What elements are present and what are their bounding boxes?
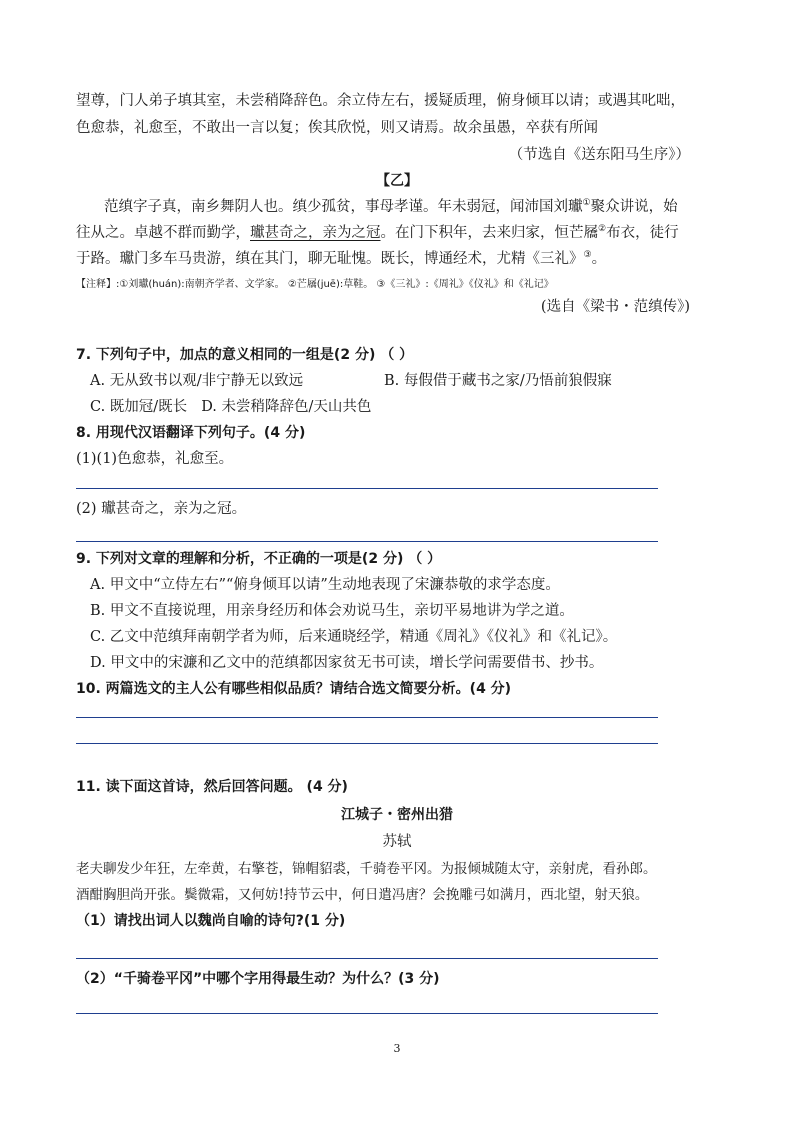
q8-stem: 8. 用现代汉语翻译下列句子。(4 分) <box>76 425 306 441</box>
note-marker-1: ① <box>582 198 591 209</box>
q7-options-ab <box>90 372 718 390</box>
q7-option-a: A. 无从致书以观/非宁静无以致远 <box>90 373 304 389</box>
q9-option-a: A. 甲文中“立侍左右”“俯身倾耳以请”生动地表现了宋濂恭敬的求学态度。 <box>90 577 560 593</box>
q7-option-b: B. 每假借于藏书之家/乃悟前狼假寐 <box>384 373 612 389</box>
note-marker-2: ② <box>598 224 607 235</box>
jia-source: （节选自《送东阳马生序》） <box>508 147 690 163</box>
q9-option-b: B. 甲文不直接说理，用亲身经历和体会劝说马生，亲切平易地讲为学之道。 <box>90 603 574 619</box>
q7-option-d: D. 未尝稍降辞色/天山共色 <box>201 399 372 415</box>
q9-stem: 9. 下列对文章的理解和分析，不正确的一项是(2 分) （ ） <box>76 551 442 567</box>
jia-text-line-2: 色愈恭，礼愈至，不敢出一言以复；俟其欣悦，则又请焉。故余虽愚，卒获有所闻 <box>76 120 598 136</box>
q7-options-cd <box>90 398 718 416</box>
yi-text-line-3: 于路。瓛门多车马贵游，缜在其门，聊无耻愧。既长，博通经术，尤精《三礼》③。 <box>76 250 607 267</box>
q10-answer-line-1[interactable] <box>76 717 658 718</box>
q11-answer-line-2[interactable] <box>76 1013 658 1014</box>
q10-stem: 10. 两篇选文的主人公有哪些相似品质？请结合选文简要分析。(4 分) <box>76 681 512 697</box>
q10-answer-line-2[interactable] <box>76 743 658 744</box>
q8-answer-line-1[interactable] <box>76 488 658 489</box>
poem-line-1: 老夫聊发少年狂，左牵黄，右擎苍，锦帽貂裘，千骑卷平冈。为报倾城随太守，亲射虎，看孙郎。 <box>76 861 657 877</box>
q7-option-c: C. 既加冠/既长 <box>90 399 188 415</box>
poem-author: 苏轼 <box>382 834 412 850</box>
q8-answer-line-2[interactable] <box>76 541 658 542</box>
q9-option-c: C. 乙文中范缜拜南朝学者为师，后来通晓经学，精通《周礼》《仪礼》和《礼记》。 <box>90 629 618 645</box>
yi-annotation: 【注释】:①刘瓛(huán):南朝齐学者、文学家。 ②芒屩(juē):草鞋。 ③《三礼》:《周礼》《仪礼》和《礼记》 <box>76 279 554 290</box>
q7-stem: 7. 下列句子中，加点的意义相同的一组是(2 分) （ ） <box>76 347 414 363</box>
q11-stem: 11. 读下面这首诗，然后回答问题。 (4 分) <box>76 779 348 795</box>
page-number: 3 <box>393 1042 401 1055</box>
yi-source: (选自《梁书・范缜传》) <box>540 299 690 315</box>
note-marker-3: ③ <box>583 250 592 261</box>
underlined-sentence: 瓛甚奇之，亲为之冠 <box>250 225 381 241</box>
poem-line-2: 酒酣胸胆尚开张。鬓微霜，又何妨!持节云中，何日遣冯唐？会挽雕弓如满月，西北望，射天狼。 <box>76 887 649 903</box>
q8-sentence-2: (2) 瓛甚奇之，亲为之冠。 <box>76 501 247 517</box>
q8-sentence-1: (1)(1)色愈恭，礼愈至。 <box>76 451 234 467</box>
poem-title: 江城子・密州出猎 <box>341 807 453 823</box>
jia-text-line-1: 望尊，门人弟子填其室，未尝稍降辞色。余立侍左右，援疑质理，俯身倾耳以请；或遇其叱咄， <box>76 93 685 109</box>
q11-answer-line-1[interactable] <box>76 958 658 959</box>
q9-option-d: D. 甲文中的宋濂和乙文中的范缜都因家贫无书可读，增长学问需要借书、抄书。 <box>90 655 604 671</box>
yi-text-line-2: 往从之。卓越不群而勤学，瓛甚奇之，亲为之冠。在门下积年，去来归家，恒芒屩②布衣，徒行 <box>76 224 679 241</box>
yi-heading: 【乙】 <box>376 173 418 189</box>
q11-sub-2: （2）“千骑卷平冈”中哪个字用得最生动？为什么？(3 分) <box>76 971 440 987</box>
yi-text-line-1: 范缜字子真，南乡舞阴人也。缜少孤贫，事母孝谨。年未弱冠，闻沛国刘瓛①聚众讲说，始 <box>104 198 678 215</box>
q11-sub-1: （1）请找出词人以魏尚自喻的诗句?(1 分) <box>76 913 346 929</box>
